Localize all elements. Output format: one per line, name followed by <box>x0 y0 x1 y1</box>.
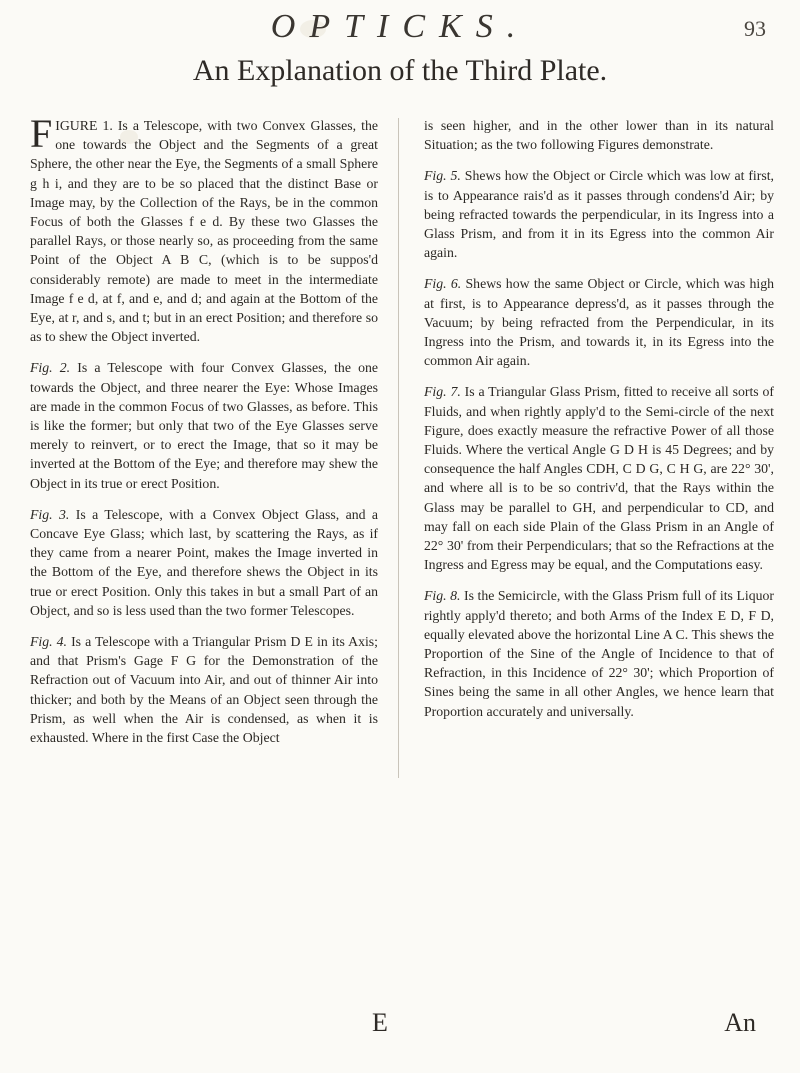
figure-label: Fig. 4. <box>30 634 68 650</box>
paragraph-fig-8 <box>424 586 774 720</box>
signature-mark: E <box>372 1008 388 1037</box>
figure-label: Fig. 6. <box>424 276 462 292</box>
drop-cap: F <box>30 111 53 156</box>
paragraph-fig-5 <box>424 166 774 262</box>
figure-label: Fig. 3. <box>30 506 70 522</box>
column-divider <box>398 118 399 778</box>
paragraph-fig-2 <box>30 358 378 492</box>
paragraph-text: is seen higher, and in the other lower than in its natural Situation; as the two following Figures demonstrate. <box>424 118 774 153</box>
paragraph-continued <box>424 116 774 154</box>
figure-label: Fig. 7. <box>424 384 461 400</box>
paragraph-fig-4 <box>30 632 378 747</box>
page-title: An Explanation of the Third Plate. <box>192 54 608 87</box>
paragraph-text: Shews how the same Object or Circle, which was high at first, is to Appearance depress'd, as it passes through the Vacuum; by being refracted from the Perpendicular, in its Ingress into the Prism, and towards it, in its Egress into the common Air again. <box>424 276 775 369</box>
paragraph-fig-3 <box>30 505 378 620</box>
running-head: OPTICKS. <box>270 8 530 45</box>
page-number: 93 <box>744 16 766 41</box>
right-column <box>424 116 774 733</box>
figure-label: Fig. 5. <box>424 168 461 184</box>
left-column <box>30 111 379 759</box>
paragraph-fig-6 <box>424 274 774 370</box>
paragraph-text: Shews how the Object or Circle which was low at first, is to Appearance rais'd as it passes through condens'd Air; by being refracted towards the perpendicular, in its Ingress into a Glass Prism, and from it in its Egress into the common Air again. <box>424 168 775 261</box>
paragraph-text: Is a Triangular Glass Prism, fitted to receive all sorts of Fluids, and when rightly apply'd to the Semi-circle of the next Figure, does exactly measure the refractive Power of all those Fluids. Where the vertical Angle G D H is 45 Degrees; and by consequence the half Angles CDH, C D G, C H G, are 22° 30', and where all is to be so contriv'd, that the Rays within the Glass may be parallel to GH, and perpendicular to CD, and may fall on each side Plain of the Glass Prism in an Angle of 22° 30' from their Perpendiculars; that so the Refractions at the Ingress and Egress may be equal, and the Computations easy. <box>424 384 774 573</box>
figure-label: Fig. 2. <box>30 360 71 376</box>
catchword: An <box>724 1008 756 1037</box>
paragraph-fig-7 <box>424 382 774 574</box>
paragraph-text: Is a Telescope with four Convex Glasses, the one towards the Object, and three nearer the Eye: Whose Images are made in the common Focus of two Glasses, as before. This is like the former; but only that two of the Eye Glasses serve merely to reinvert, or to erect the Image, that so it may be inverted at the Bottom of the Eye; and therefore may shew the Object in its true or erect Position. <box>30 360 379 491</box>
paragraph-text: Is the Semicircle, with the Glass Prism full of its Liquor rightly apply'd thereto; and both Arms of the Index E D, F D, equally elevated above the horizontal Line A C. This shews the Proportion of the Sine of the Angle of Incidence to that of Refraction, in this Incidence of 22° 30'; which Proportion of Sines being the same in all other Angles, we hence learn that Proportion accurately and universally. <box>424 588 774 719</box>
paragraph-text: IGURE 1. Is a Telescope, with two Convex Glasses, the one towards the Object and the Segments of a great Sphere, the other near the Eye, the Segments of a small Sphere g h i, and they are to be so placed that the distinct Base or Image may, by the Collection of the Rays, be in the common Focus of both the Glasses f e d. By these two Glasses the parallel Rays, or those nearly so, as proceeding from the same Point of the Object A B C, (which is to be suppos'd considerably remote) are made to meet in the intermediate Image f e d, at f, and e, and d; and again at the Bottom of the Eye, at r, and s, and t; but in an erect Position; and therefore so as to shew the Object inverted. <box>30 118 378 345</box>
paragraph-text: Is a Telescope, with a Convex Object Glass, and a Concave Eye Glass; which last, by scattering the Rays, as if they came from a nearer Point, makes the Image inverted in the Bottom of the Eye, and therefore shews the Object in its true or erect Position. Only this takes in but a small Part of an Object, and so is less used than the two former Telescopes. <box>30 506 379 618</box>
paragraph-text: Is a Telescope with a Triangular Prism D E in its Axis; and that Prism's Gage F G for the Demonstration of the Refraction out of Vacuum into Air, and out of thinner Air into thicker; and both by the Means of an Object seen through the Prism, as well when the Air is condensed, as when it is exhausted. Where in the first Case the Object <box>30 634 378 746</box>
figure-label: Fig. 8. <box>424 588 461 604</box>
paragraph-fig-1 <box>30 111 378 346</box>
